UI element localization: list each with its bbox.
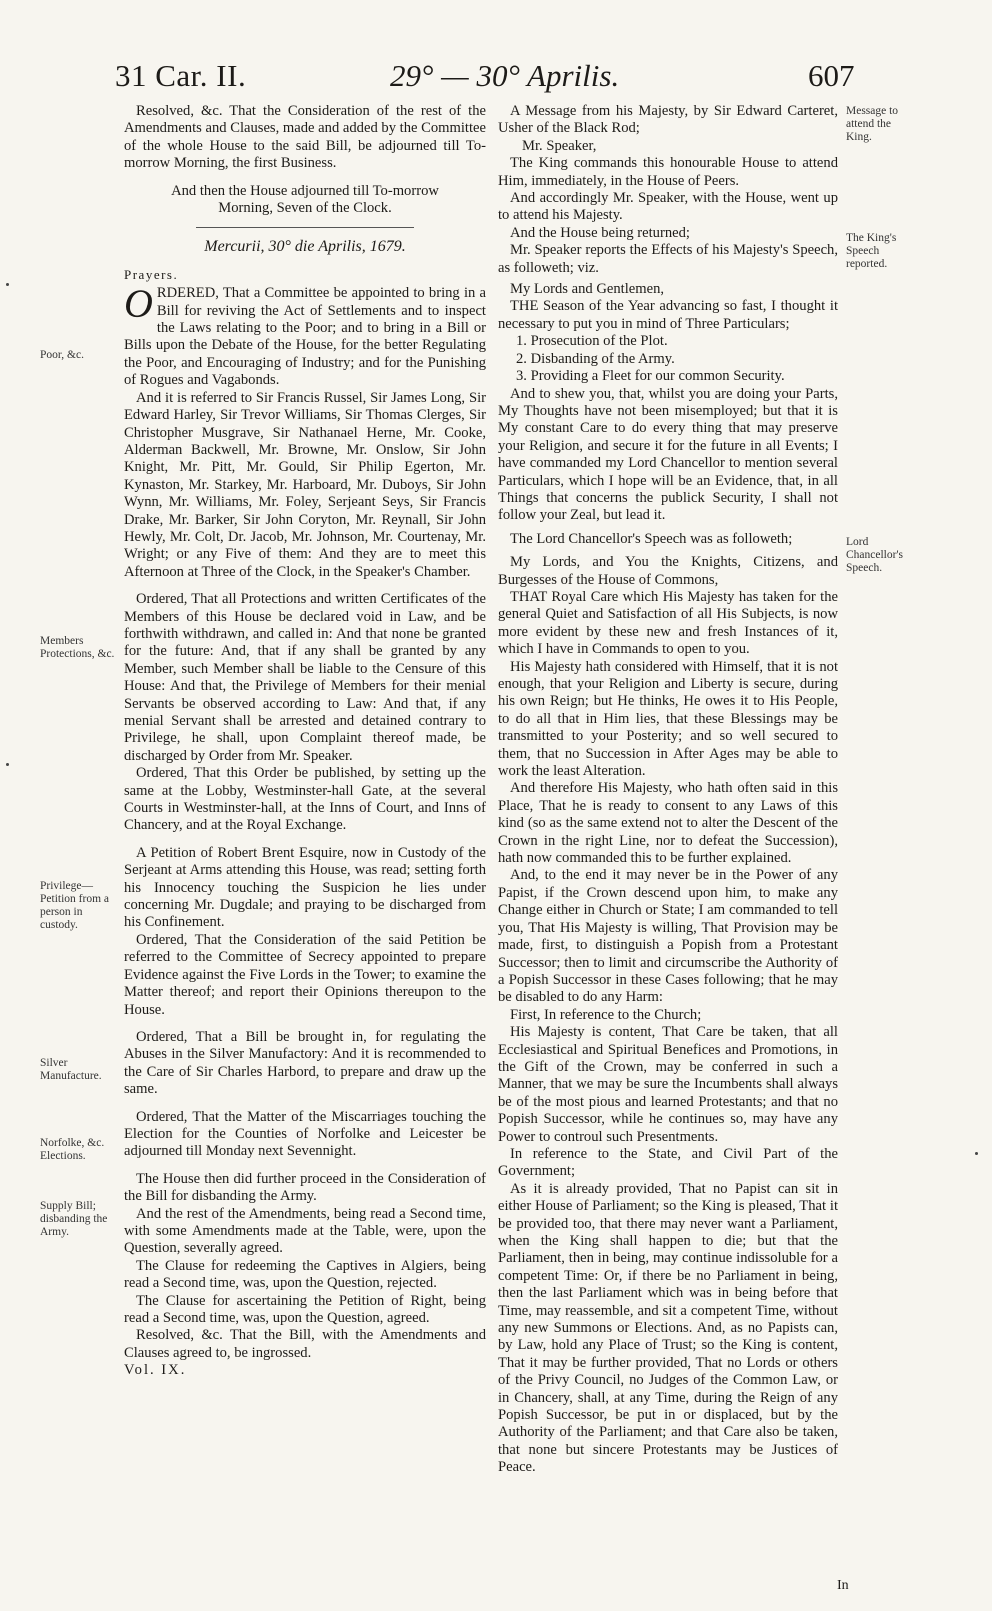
- paragraph-petition-right-clause: The Clause for ascertaining the Petition of Right, being read a Second time, was, upon the Question, agreed.: [124, 1292, 486, 1326]
- margin-note-privilege-petition: Privilege— Petition from a person in custody.: [40, 880, 109, 931]
- paragraph-house-went-up: And accordingly Mr. Speaker, with the House, went up to attend his Majesty.: [498, 190, 838, 224]
- margin-note-chancellor-speech: Lord Chancellor's Speech.: [846, 536, 904, 574]
- paragraph-season-of-year: THE Season of the Year advancing so fast, I thought it necessary to put you in mind of Three Particulars;: [498, 298, 838, 332]
- margin-note-supply-bill: Supply Bill; disbanding the Army.: [40, 1200, 108, 1238]
- paragraph-disbanding-bill: The House then did further proceed in the Consideration of the Bill for disbanding the Army.: [124, 1170, 486, 1205]
- paragraph-to-shew-you: And to shew you, that, whilst you are doing your Parts, My Thoughts have not been misemployed; but that it is My constant Care to do every thing that may preserve your Religion, and secure it for the future in all Events; I have commanded my Lord Chancellor to mention several Particulars, which I hope will be an Evidence, that, in all Things that concerns the publick Security, I shall not follow your Zeal, but lead it.: [498, 385, 838, 524]
- paragraph-king-commands: The King commands this honourable House to attend Him, immediately, in the House of Peers.: [498, 155, 838, 189]
- margin-note-poor: Poor, &c.: [40, 349, 84, 361]
- paragraph-petition-referred: Ordered, That the Consideration of the said Petition be referred to the Committee of Secrecy appointed to prepare Evidence against the Five Lords in the Tower; to examine the Matter thereof; and report their Opinions thereupon to the House.: [124, 931, 486, 1018]
- page-number: 607: [808, 58, 855, 93]
- paragraph-committee-members: And it is referred to Sir Francis Russel, Sir James Long, Sir Edward Harley, Sir Trevor Williams, Sir Thomas Clerges, Sir Christopher Musgrave, Sir Nathanael Herne, Mr. Cooke, Alderman Backwell, Mr. Browne, Mr. Onslow, Sir John Knight, Mr. Pitt, Mr. Gould, Sir Philip Egerton, Mr. Kynaston, Mr. Starkey, Mr. Harboard, Mr. Duboys, Sir John Wynn, Mr. Williams, Mr. Foley, Serjeant Seys, Sir Francis Drake, Mr. Barker, Sir John Coryton, Mr. Reynall, Sir John Hewly, Mr. Colt, Dr. Jacob, Mr. Johnson, Mr. Courtenay, Mr. Wright; or any Five of them: And they are to meet this Afternoon at Three of the Clock, in the Speaker's Chamber.: [124, 389, 486, 580]
- date-heading: Mercurii, 30° die Aprilis, 1679.: [204, 238, 406, 256]
- paragraph-state-civil: In reference to the State, and Civil Part of the Government;: [498, 1145, 838, 1180]
- list-item: 1. Prosecution of the Plot.: [516, 333, 668, 350]
- scan-mark: [975, 1152, 978, 1155]
- list-item: 3. Providing a Fleet for our common Security.: [516, 368, 785, 385]
- margin-note-kings-speech: The King's Speech reported.: [846, 232, 897, 270]
- paragraph-ordered-committee: [124, 281, 486, 389]
- running-head-regnal-year: 31 Car. II.: [115, 58, 247, 93]
- paragraph-norfolke-election: Ordered, That the Matter of the Miscarriages touching the Election for the Counties of Norfolke and Leicester be adjourned till Monday next Sevennight.: [124, 1108, 486, 1160]
- paragraph-first-church: First, In reference to the Church;: [510, 1006, 702, 1023]
- paragraph-protections-void: Ordered, That all Protections and written Certificates of the Members of this House be declared void in Law, and be forthwith withdrawn, and called in: And that none be granted for the future: And, that if any shall be granted by any Member, such Member shall be liable to the Censure of this House: And that, the Privilege of Members for their menial Servants be observed according to Law: And that, if any menial Servant shall be arrested and detained contrary to Privilege, he shall, upon Complaint thereof made, be discharged by Order from Mr. Speaker.: [124, 591, 486, 764]
- paragraph-mr-speaker: Mr. Speaker,: [522, 137, 597, 154]
- paragraph-amendments-agreed: And the rest of the Amendments, being read a Second time, with some Amendments made at the Table, were, upon the Question, severally agreed.: [124, 1205, 486, 1257]
- page-header: [0, 58, 992, 102]
- margin-note-message: Message to attend the King.: [846, 105, 899, 143]
- paragraph-majesty-considered: His Majesty hath considered with Himself, that it is not enough, that your Religion and Liberty is secure, during his own Reign; but He thinks, He owes it to His People, to do all that in Him lies, that these Blessings may be transmitted to your Posterity; and so well secured to them, that no Succession in After Ages may be able to work the least Alteration.: [498, 658, 838, 780]
- paragraph-message-black-rod: A Message from his Majesty, by Sir Edward Carteret, Usher of the Black Rod;: [498, 103, 838, 137]
- catchword: In: [837, 1578, 849, 1593]
- paragraph-my-lords: My Lords and Gentlemen,: [510, 281, 665, 298]
- paragraph-order-published: Ordered, That this Order be published, by setting up the same at the Lobby, Westminster-hall Gate, at the several Courts in Westminster-hall, at the Inns of Court, and Inns of Chancery, and at the Royal Exchange.: [124, 765, 486, 834]
- scan-mark: [6, 763, 9, 766]
- paragraph-house-returned: And the House being returned;: [510, 224, 690, 241]
- paragraph-to-the-end: And, to the end it may never be in the Power of any Papist, if the Crown descend upon him, to make any Change either in Church or State; I am commanded to tell you, That His Majesty is willing, That Provision may be made, first, to distinguish a Popish from a Protestant Successor; then to limit and circumscribe the Authority of a Popish Successor in these Cases following; that he may be disabled to do any Harm:: [498, 867, 838, 1006]
- right-column: [498, 103, 838, 1477]
- paragraph-ecclesiastical: His Majesty is content, That Care be taken, that all Ecclesiastical and Spiritual Benefices and Promotions, in the Gift of the Crown, may be conferred in such a Manner, that we may be sure the Incumbents shall always be of the most pious and learned Protestants; and that no Popish Successor, while he continues so, may have any Power to controul such Presentments.: [498, 1024, 838, 1145]
- drop-cap: O: [124, 281, 153, 327]
- paragraph-bill-ingrossed: Resolved, &c. That the Bill, with the Amendments and Clauses agreed to, be ingrossed.: [124, 1327, 486, 1361]
- kings-particulars-list: [498, 333, 838, 385]
- paragraph-house-adjourned: And then the House adjourned till To-morrow Morning, Seven of the Clock.: [171, 182, 439, 217]
- paragraph-no-papist-parliament: As it is already provided, That no Papist can sit in either House of Parliament; so the King is pleased, That it be provided too, that there may never want a Parliament, when the King shall happen to die; but that the Parliament, then in being, may continue indissoluble for a competent Time: Or, if there be no Parliament in being, then the last Parliament which was in being before that Time, may reassemble, and sit a competent Time, without any new Summons or Elections. And, as no Papists can, by Law, hold any Place of Trust; so the King is content, That it may be further provided, That no Lords or others of the Privy Council, no Judges of the Common Law, or in Chancery, shall, at any Time, during the Reign of any Popish Successor, be put in or displaced, but by the Authority of the Parliament; and that Care also be taken, that none but sincere Protestants may be Justices of Peace.: [498, 1180, 838, 1476]
- list-item: 2. Disbanding of the Army.: [516, 350, 675, 367]
- volume-signature: Vol. IX.: [124, 1362, 187, 1379]
- paragraph-petition-brent: A Petition of Robert Brent Esquire, now in Custody of the Serjeant at Arms attending this House, was read; setting forth his Innocency touching the Suspicion he lies under concerning Mr. Dugdale; and praying to be discharged from his Confinement.: [124, 844, 486, 931]
- section-divider: [196, 227, 413, 228]
- paragraph-algiers-clause: The Clause for redeeming the Captives in Algiers, being read a Second time, was, upon the Question, rejected.: [124, 1257, 486, 1292]
- margin-note-members-protections: Members Protections, &c.: [40, 635, 115, 660]
- paragraph-silver-bill: Ordered, That a Bill be brought in, for regulating the Abuses in the Silver Manufactory: And it is recommended to the Care of Sir Charles Harbord, to prepare and draw up the same.: [124, 1028, 486, 1098]
- paragraph-address-lords-commons: My Lords, and You the Knights, Citizens, and Burgesses of the House of Commons,: [498, 554, 838, 588]
- scan-mark: [6, 283, 9, 286]
- paragraph-speaker-reports: Mr. Speaker reports the Effects of his Majesty's Speech, as followeth; viz.: [498, 242, 838, 276]
- margin-note-silver-manufacture: Silver Manufacture.: [40, 1057, 102, 1082]
- paragraph-therefore-majesty: And therefore His Majesty, who hath often said in this Place, That he is ready to consent to any Laws of this kind (so as the same extend not to alter the Descent of the Crown in the right Line, nor to defeat the Succession), hath now commanded this to be further explained.: [498, 780, 838, 867]
- margin-note-norfolke-elections: Norfolke, &c. Elections.: [40, 1137, 105, 1162]
- paragraph-chancellor-speech-intro: The Lord Chancellor's Speech was as followeth;: [510, 530, 793, 547]
- paragraph-royal-care: THAT Royal Care which His Majesty has taken for the general Quiet and Satisfaction of all His Subjects, is now more evident by these new and fresh Instances of it, which I have in Commands to open to you.: [498, 588, 838, 658]
- paragraph-ordered-committee-text: RDERED, That a Committee be appointed to bring in a Bill for reviving the Act of Settlements and to inspect the Laws relating to the Poor; and to bring in a Bill or Bills upon the Debate of the House, for the better Regulating the Poor, and Encouraging of Industry; and for the Punishing of Rogues and Vagabonds.: [124, 285, 486, 389]
- left-column: [124, 103, 486, 1380]
- running-head-dates: 29° — 30° Aprilis.: [390, 58, 620, 93]
- prayers-heading: Prayers.: [124, 266, 179, 282]
- paragraph-resolved-adjourn: Resolved, &c. That the Consideration of the rest of the Amendments and Clauses, made and added by the Committee of the whole House to the said Bill, be adjourned till To-morrow Morning, the first Business.: [124, 103, 486, 172]
